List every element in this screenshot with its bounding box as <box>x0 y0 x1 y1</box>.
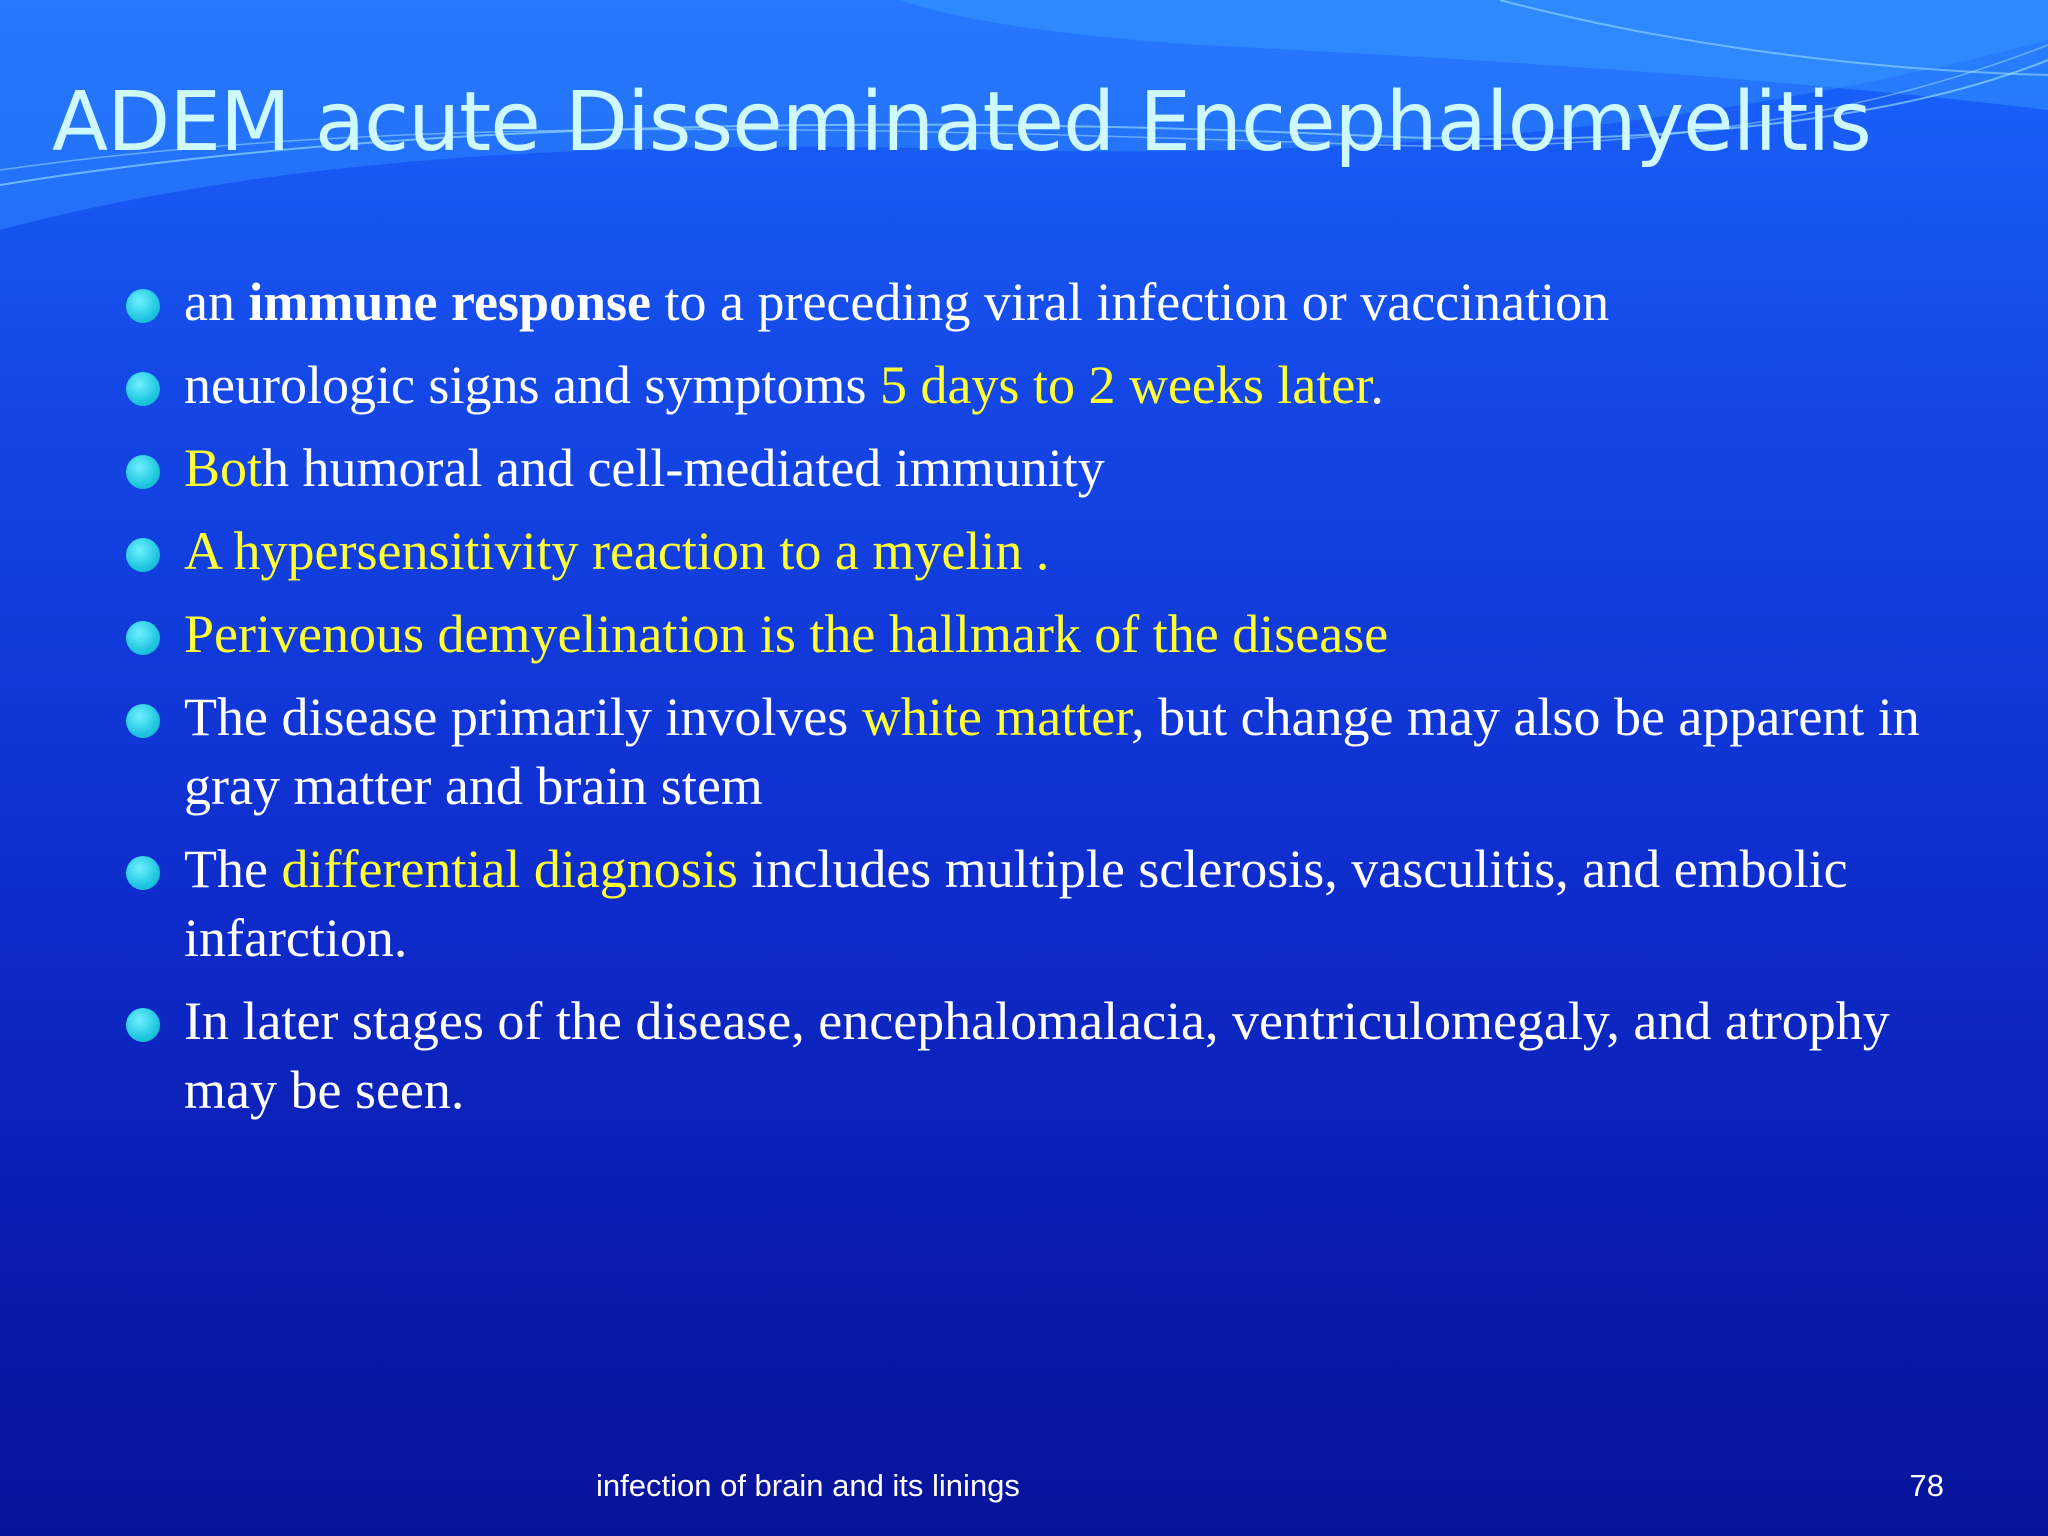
highlighted-text: Perivenous demyelination is the hallmark of the disease <box>184 604 1389 664</box>
bullet-list <box>126 268 1966 1139</box>
bullet-item <box>126 351 1966 420</box>
bullet-text: to a preceding viral infection or vaccination <box>651 272 1610 332</box>
bullet-text: neurologic signs and symptoms <box>184 355 880 415</box>
bullet-text: The disease primarily involves <box>184 687 862 747</box>
bullet-item <box>126 517 1966 586</box>
bullet-item <box>126 600 1966 669</box>
bullet-dot-icon <box>126 372 160 406</box>
bullet-item <box>126 268 1966 337</box>
bullet-text: an <box>184 272 249 332</box>
bullet-item <box>126 835 1966 973</box>
bullet-item <box>126 987 1966 1125</box>
bullet-item <box>126 434 1966 503</box>
bullet-dot-icon <box>126 1008 160 1042</box>
bullet-dot-icon <box>126 538 160 572</box>
bullet-text: In later stages of the disease, encephalomalacia, ventriculomegaly, and atrophy may be seen. <box>184 991 1890 1120</box>
bullet-dot-icon <box>126 289 160 323</box>
highlighted-text: 5 days to 2 weeks later <box>879 355 1371 415</box>
bold-text: immune response <box>248 272 651 332</box>
slide-title: ADEM acute Disseminated Encephalomyelitis <box>52 75 1871 170</box>
highlighted-text: differential diagnosis <box>281 839 738 899</box>
footer-text: infection of brain and its linings <box>596 1468 1020 1503</box>
bullet-dot-icon <box>126 621 160 655</box>
bullet-dot-icon <box>126 856 160 890</box>
highlighted-text: white matter <box>861 687 1132 747</box>
bullet-text: The <box>184 839 282 899</box>
bullet-dot-icon <box>126 704 160 738</box>
page-number: 78 <box>1909 1468 1944 1503</box>
highlighted-text: A hypersensitivity reaction to a myelin . <box>184 521 1050 581</box>
highlighted-text: Bot <box>184 438 263 498</box>
bullet-text: , but change may also be apparent in gray matter and brain stem <box>184 687 1920 816</box>
bullet-text: h humoral and cell-mediated immunity <box>262 438 1105 498</box>
bullet-item <box>126 683 1966 821</box>
bullet-text: includes multiple sclerosis, vasculitis, and embolic infarction. <box>184 839 1848 968</box>
bullet-text: . <box>1370 355 1384 415</box>
bullet-dot-icon <box>126 455 160 489</box>
